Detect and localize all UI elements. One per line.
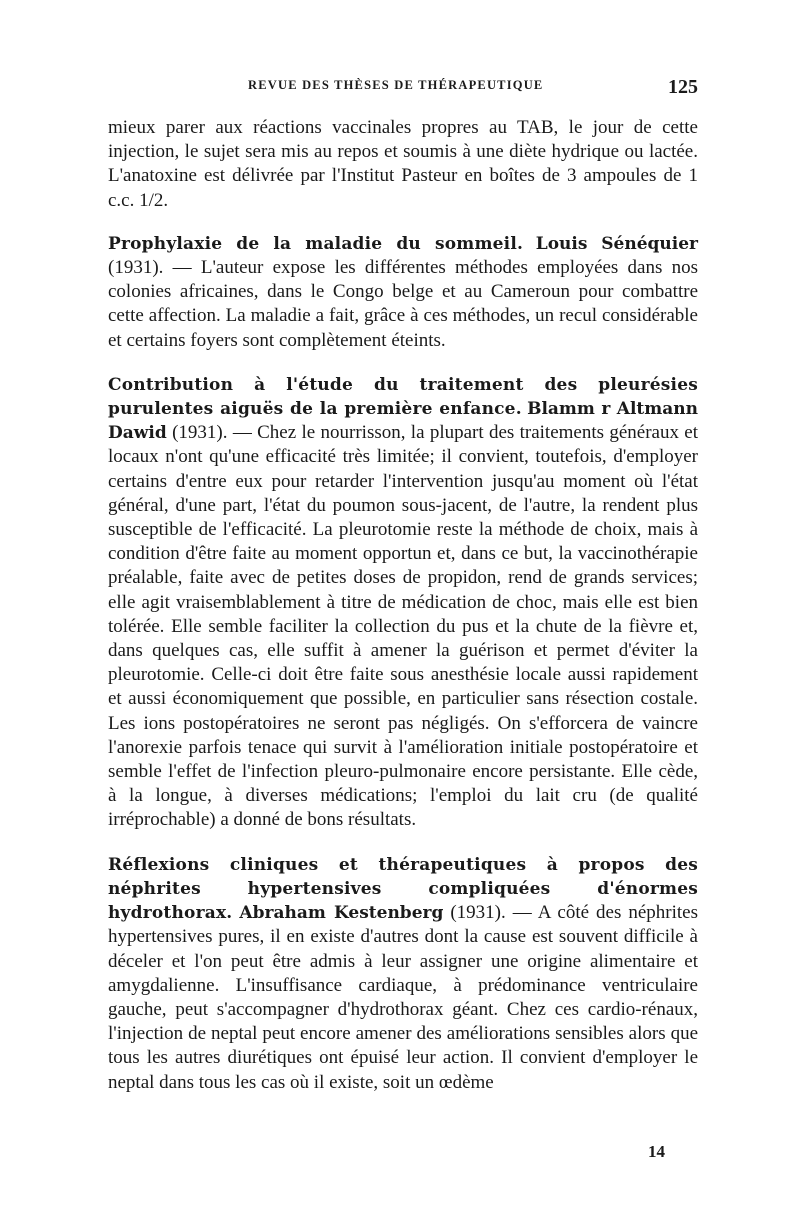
article-paragraph xyxy=(108,232,698,353)
article-author: Louis Sénéquier xyxy=(535,233,698,254)
article-year: (1931). xyxy=(108,257,164,279)
article-text: — L'auteur expose les différentes méthodes employées dans nos colonies africaines, dans le Congo belge et au Cameroun pour combattre cette affection. La maladie a fait, grâce à ces méthodes, un recul considérable et certains foyers sont complètement éteints. xyxy=(108,257,699,351)
article-text: — Chez le nourrisson, la plupart des traitements généraux et locaux n'ont qu'une efficacité très limitée; il convient, toutefois, d'employer certains d'entre eux pour retarder l'intervention jusqu'au moment où l'état général, d'une part, l'état du poumon sous-jacent, de l'autre, la rendent plus susceptible de l'efficacité. La pleurotomie reste la méthode de choix, mais à condition d'être faite au moment opportun et, dans ce but, la vaccinothérapie préalable, faite avec de petites doses de propidon, rend de grands services; elle agit vraisemblablement à titre de médication de choc, mais elle est bien tolérée. Elle semble faciliter la collection du pus et la chute de la fièvre et, dans quelques cas, elle suffit à amener la guérison et permet d'éviter la pleurotomie. Celle-ci doit être faite sous anesthésie locale aussi rapidement et aussi économiquement que possible, en particulier sans résection costale. Les ions postopératoires ne seront pas négligés. On s'efforcera de vaincre l'anorexie parfois tenace qui survit à l'amélioration initiale postopératoire et semble l'effet de l'infection pleuro-pulmonaire encore persistante. Elle cède, à la longue, à diverses médications; l'emploi du lait cru (de qualité irréprochable) a donné de bons résultats. xyxy=(108,422,699,831)
article-year: (1931). xyxy=(450,902,506,924)
running-header xyxy=(108,76,698,102)
page-number: 125 xyxy=(668,76,698,98)
article-1 xyxy=(108,232,698,353)
article-author: Abraham Kestenberg xyxy=(239,903,444,924)
article-title: Contribution à l'étude du traitement des pleurésies purulentes aiguës de la première enfance. xyxy=(108,374,698,420)
intro-paragraph: mieux parer aux réactions vaccinales propres au TAB, le jour de cette injection, le sujet sera mis au repos et soumis à une diète hydrique ou lactée. L'anatoxine est délivrée par l'Institut Pasteur en boîtes de 3 ampoules de 1 c.c. 1/2. xyxy=(108,117,698,211)
article-author: Blamm r Altmann Dawid xyxy=(108,399,698,444)
running-title: REVUE DES THÈSES DE THÉRAPEUTIQUE xyxy=(248,78,544,92)
article-year: (1931). xyxy=(172,422,228,444)
page-body xyxy=(108,116,698,1095)
article-2 xyxy=(108,373,698,833)
article-title: Prophylaxie de la maladie du sommeil. xyxy=(108,233,524,254)
article-text: — A côté des néphrites hypertensives pures, il en existe d'autres dont la cause est souvent difficile à déceler et l'on peut être admis à leur assigner une origine alimentaire et amygdalienne. L'insuffisance cardiaque, à prédominance ventriculaire gauche, peut s'accompagner d'hydrothorax géant. Chez ces cardio-rénaux, l'injection de neptal peut encore amener des améliorations sensibles alors que tous les autres diurétiques ont épuisé leur action. Il convient d'employer le neptal dans tous les cas où il existe, soit un œdème xyxy=(108,902,698,1093)
article-3 xyxy=(108,853,698,1095)
article-paragraph xyxy=(108,373,698,833)
article-title: Réflexions cliniques et thérapeutiques à propos des néphrites hypertensives compliquées d'énormes hydrothorax. xyxy=(108,854,698,924)
article-paragraph xyxy=(108,853,698,1095)
signature-mark: 14 xyxy=(648,1142,665,1161)
